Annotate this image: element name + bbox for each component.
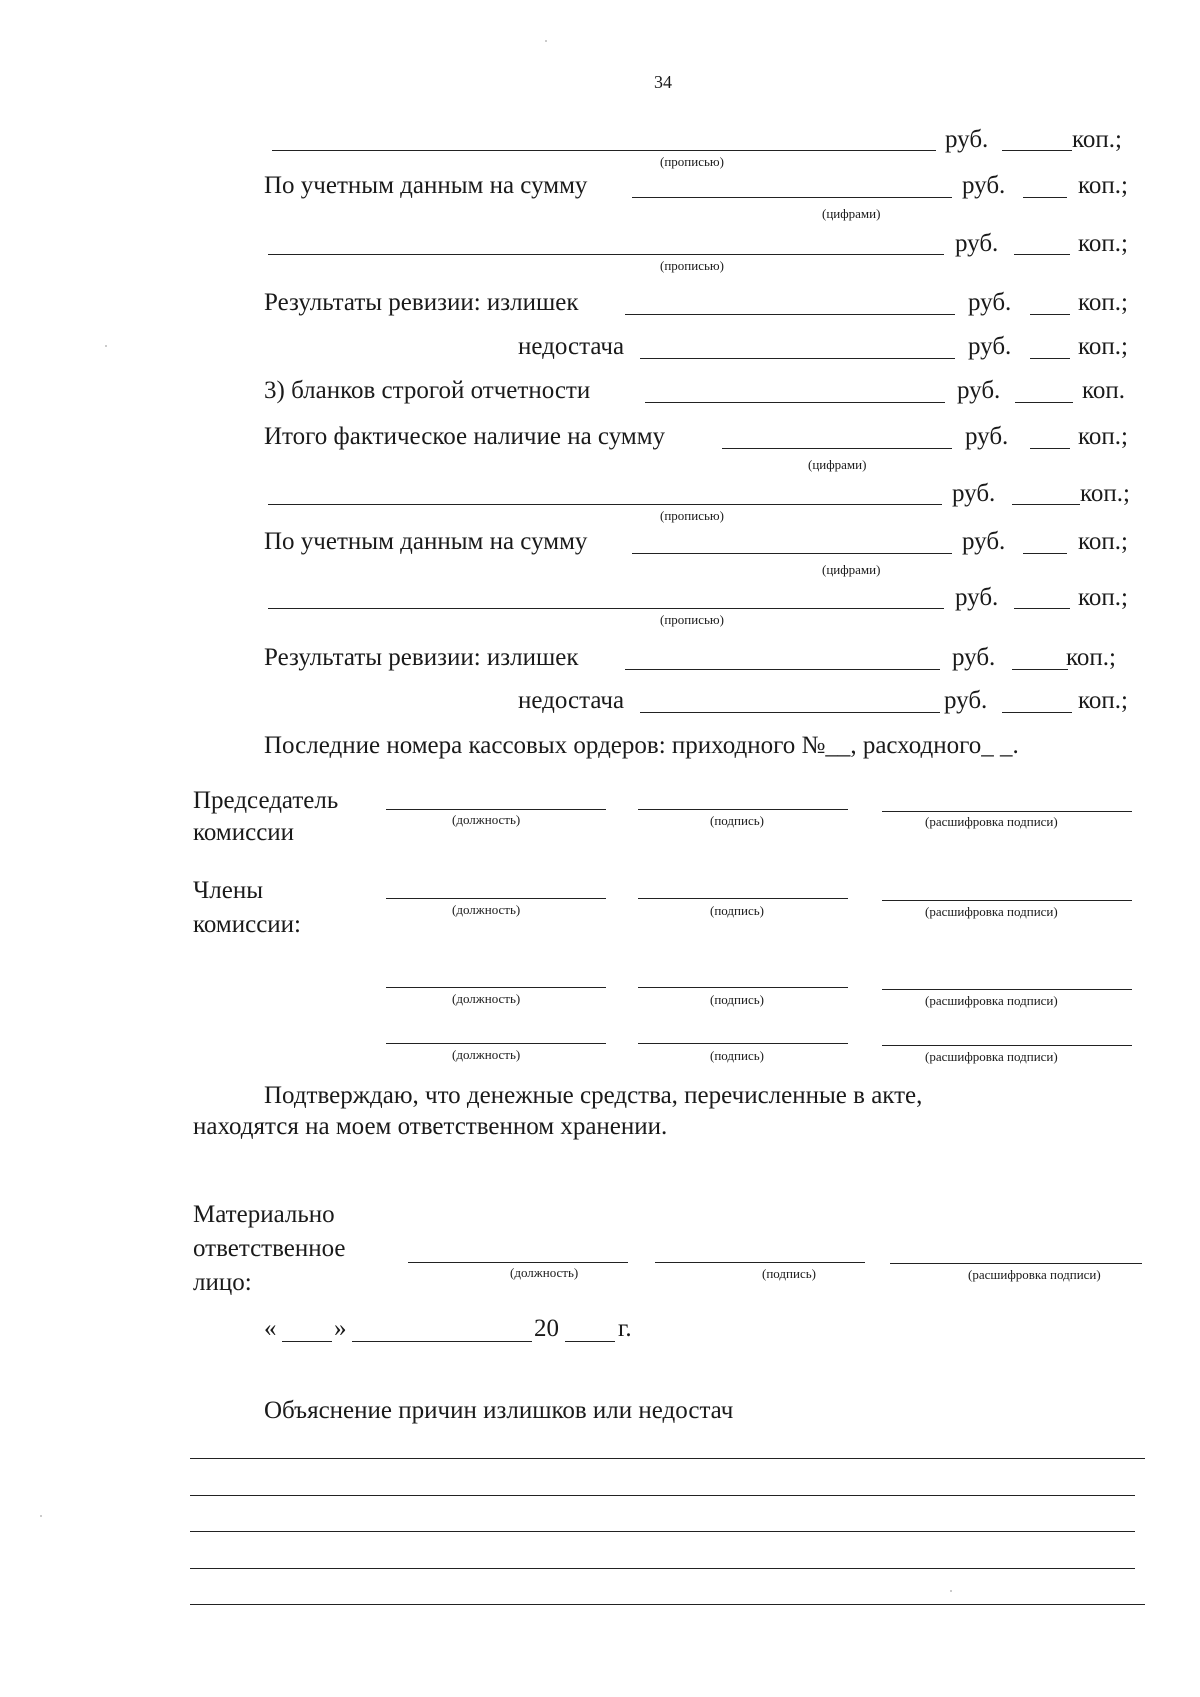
kop-blank[interactable] xyxy=(1030,358,1070,359)
rub-label: руб. xyxy=(944,687,988,714)
member-decode-line[interactable] xyxy=(882,1045,1132,1046)
date-open-quote: « xyxy=(264,1315,277,1342)
kop-label: коп.; xyxy=(1078,333,1128,360)
kop-label: коп.; xyxy=(1078,289,1128,316)
last-orders-label: Последние номера кассовых ордеров: приходного №__, расходного_ _. xyxy=(264,732,1019,759)
responsible-position-line[interactable] xyxy=(408,1262,628,1263)
caption-rasshifrovka: (расшифровка подписи) xyxy=(968,1267,1101,1282)
amount-words-line[interactable] xyxy=(268,504,942,505)
caption-rasshifrovka: (расшифровка подписи) xyxy=(925,814,1058,829)
rub-label: руб. xyxy=(945,126,989,153)
strict-forms-label: 3) бланков строгой отчетности xyxy=(264,377,591,404)
caption-propisyu: (прописью) xyxy=(660,508,724,523)
caption-tsiframi: (цифрами) xyxy=(808,457,867,472)
rub-label: руб. xyxy=(962,172,1006,199)
shortage-label: недостача xyxy=(518,333,625,360)
date-year-blank[interactable] xyxy=(565,1341,615,1342)
confirmation-line2: находятся на моем ответственном хранении. xyxy=(193,1113,668,1140)
kop-label: коп.; xyxy=(1066,644,1116,671)
caption-tsiframi: (цифрами) xyxy=(822,562,881,577)
kop-label: коп.; xyxy=(1078,528,1128,555)
explanation-title: Объяснение причин излишков или недостач xyxy=(264,1397,734,1424)
results-surplus-label: Результаты ревизии: излишек xyxy=(264,644,579,671)
kop-label: коп.; xyxy=(1078,423,1128,450)
caption-propisyu: (прописью) xyxy=(660,612,724,627)
caption-dolzhnost: (должность) xyxy=(452,812,521,827)
rub-label: руб. xyxy=(952,480,996,507)
members-label-line1: Члены xyxy=(193,877,263,904)
rub-label: руб. xyxy=(962,528,1006,555)
shortage-label: недостача xyxy=(518,687,625,714)
kop-label: коп. xyxy=(1082,377,1126,404)
kop-label: коп.; xyxy=(1078,584,1128,611)
date-close-quote: » xyxy=(334,1315,347,1342)
kop-blank[interactable] xyxy=(1012,504,1080,505)
chairman-label-line1: Председатель xyxy=(193,787,339,814)
scan-speck xyxy=(545,40,547,42)
caption-rasshifrovka: (расшифровка подписи) xyxy=(925,993,1058,1008)
strict-forms-line[interactable] xyxy=(645,402,945,403)
member-decode-line[interactable] xyxy=(882,989,1132,990)
kop-label: коп.; xyxy=(1072,126,1122,153)
caption-propisyu: (прописью) xyxy=(660,154,724,169)
members-label-line2: комиссии: xyxy=(193,911,301,938)
explanation-line[interactable] xyxy=(190,1568,1135,1569)
caption-podpis: (подпись) xyxy=(710,1048,764,1063)
caption-dolzhnost: (должность) xyxy=(510,1265,579,1280)
caption-propisyu: (прописью) xyxy=(660,258,724,273)
date-year-suffix: г. xyxy=(618,1315,632,1342)
rub-label: руб. xyxy=(955,230,999,257)
accounting-sum-digits-line[interactable] xyxy=(632,197,952,198)
responsible-signature-line[interactable] xyxy=(655,1262,865,1263)
kop-blank[interactable] xyxy=(1014,254,1070,255)
caption-tsiframi: (цифрами) xyxy=(822,206,881,221)
member-decode-line[interactable] xyxy=(882,900,1132,901)
page-number: 34 xyxy=(654,72,672,92)
caption-dolzhnost: (должность) xyxy=(452,902,521,917)
amount-words-line[interactable] xyxy=(268,608,944,609)
accounting-sum-digits-line[interactable] xyxy=(632,553,952,554)
date-month-blank[interactable] xyxy=(352,1341,532,1342)
member-signature-line[interactable] xyxy=(638,898,848,899)
caption-dolzhnost: (должность) xyxy=(452,991,521,1006)
rub-label: руб. xyxy=(952,644,996,671)
amount-words-line[interactable] xyxy=(268,254,944,255)
kop-blank[interactable] xyxy=(1015,402,1073,403)
caption-rasshifrovka: (расшифровка подписи) xyxy=(925,1049,1058,1064)
member-position-line[interactable] xyxy=(386,1043,606,1044)
rub-label: руб. xyxy=(968,289,1012,316)
shortage-line[interactable] xyxy=(640,358,955,359)
kop-blank[interactable] xyxy=(1023,197,1067,198)
rub-label: руб. xyxy=(957,377,1001,404)
caption-podpis: (подпись) xyxy=(762,1266,816,1281)
responsible-decode-line[interactable] xyxy=(890,1263,1142,1264)
surplus-line[interactable] xyxy=(625,314,955,315)
confirmation-line1: Подтверждаю, что денежные средства, перечисленные в акте, xyxy=(264,1082,923,1109)
kop-blank[interactable] xyxy=(1012,669,1068,670)
shortage-line[interactable] xyxy=(640,712,940,713)
total-actual-label: Итого фактическое наличие на сумму xyxy=(264,423,666,450)
chairman-decode-line[interactable] xyxy=(882,811,1132,812)
caption-podpis: (подпись) xyxy=(710,992,764,1007)
scan-speck xyxy=(950,1590,952,1592)
kop-label: коп.; xyxy=(1078,172,1128,199)
amount-words-line[interactable] xyxy=(272,150,936,151)
rub-label: руб. xyxy=(955,584,999,611)
chairman-signature-line[interactable] xyxy=(638,809,848,810)
responsible-label-line3: лицо: xyxy=(193,1269,252,1296)
kop-label: коп.; xyxy=(1078,230,1128,257)
rub-label: руб. xyxy=(965,423,1009,450)
caption-podpis: (подпись) xyxy=(710,813,764,828)
date-year-prefix: 20 xyxy=(534,1315,559,1342)
member-position-line[interactable] xyxy=(386,987,606,988)
responsible-label-line1: Материально xyxy=(193,1201,335,1228)
chairman-label-line2: комиссии xyxy=(193,819,295,846)
explanation-line[interactable] xyxy=(190,1531,1135,1532)
member-signature-line[interactable] xyxy=(638,987,848,988)
chairman-position-line[interactable] xyxy=(386,809,606,810)
explanation-line[interactable] xyxy=(190,1604,1145,1605)
responsible-label-line2: ответственное xyxy=(193,1235,346,1262)
kop-blank[interactable] xyxy=(1014,608,1070,609)
member-signature-line[interactable] xyxy=(638,1043,848,1044)
kop-blank[interactable] xyxy=(1030,314,1070,315)
results-surplus-label: Результаты ревизии: излишек xyxy=(264,289,579,316)
accounting-sum-label: По учетным данным на сумму xyxy=(264,528,588,555)
scan-speck xyxy=(40,1515,42,1517)
explanation-line[interactable] xyxy=(190,1458,1145,1459)
member-position-line[interactable] xyxy=(386,898,606,899)
scan-speck xyxy=(105,345,107,347)
rub-label: руб. xyxy=(968,333,1012,360)
explanation-line[interactable] xyxy=(190,1495,1135,1496)
caption-podpis: (подпись) xyxy=(710,903,764,918)
accounting-sum-label: По учетным данным на сумму xyxy=(264,172,588,199)
surplus-line[interactable] xyxy=(625,669,940,670)
kop-blank[interactable] xyxy=(1002,150,1072,151)
kop-label: коп.; xyxy=(1080,480,1130,507)
total-digits-line[interactable] xyxy=(722,448,952,449)
kop-blank[interactable] xyxy=(1023,553,1067,554)
kop-label: коп.; xyxy=(1078,687,1128,714)
kop-blank[interactable] xyxy=(1030,448,1070,449)
caption-dolzhnost: (должность) xyxy=(452,1047,521,1062)
date-day-blank[interactable] xyxy=(282,1341,332,1342)
kop-blank[interactable] xyxy=(1002,712,1072,713)
caption-rasshifrovka: (расшифровка подписи) xyxy=(925,904,1058,919)
